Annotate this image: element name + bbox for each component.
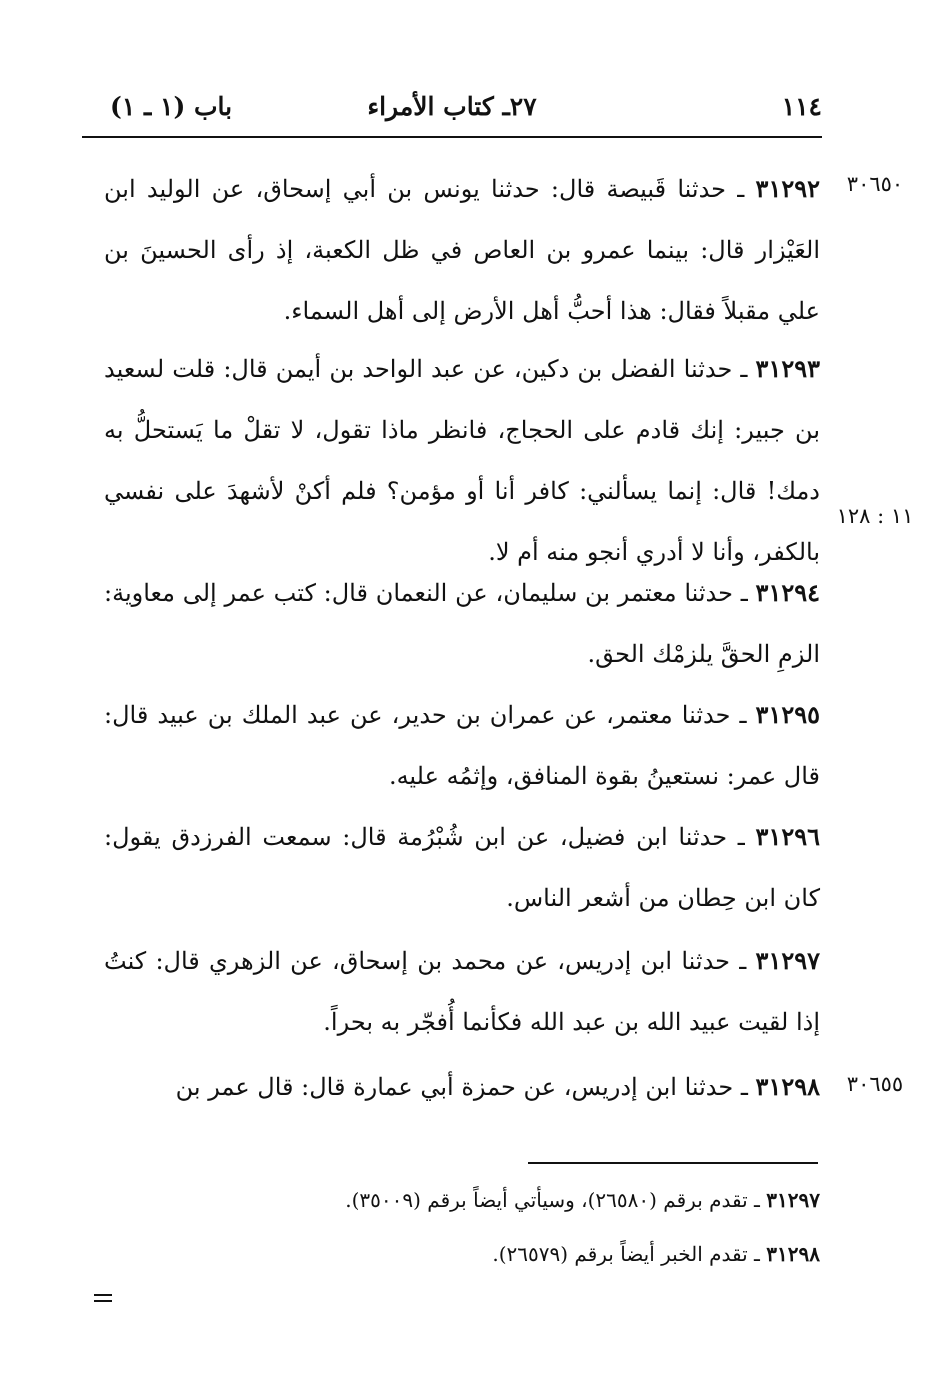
hadith-number: ٣١٢٩٦ bbox=[755, 822, 820, 851]
hadith-text: ـ حدثنا ابن فضيل، عن ابن شُبْرُمة قال: سمعت الفرزدق يقول: كان ابن حِطان من أشعر الناس. bbox=[104, 823, 820, 912]
chapter-label: باب (١ ـ ١) bbox=[110, 92, 233, 121]
book-title: ٢٧ـ كتاب الأمراء bbox=[367, 92, 537, 121]
hadith-number: ٣١٢٩٢ bbox=[755, 174, 820, 203]
hadith-text: ـ حدثنا قَبيصة قال: حدثنا يونس بن أبي إسحاق، عن الوليد ابن العَيْزار قال: بينما عمرو بن العاص في ظل الكعبة، إذ رأى الحسينَ بن علي مقبلاً فقال: هذا أحبُّ أهل الأرض إلى أهل السماء. bbox=[104, 175, 820, 325]
margin-ref-30650: ٣٠٦٥٠ bbox=[846, 172, 904, 196]
hadith-entry-31297 bbox=[104, 930, 820, 1053]
footnote-31298 bbox=[200, 1234, 820, 1274]
footnote-number: ٣١٢٩٧ bbox=[766, 1188, 820, 1212]
hadith-text: ـ حدثنا ابن إدريس، عن حمزة أبي عمارة قال: قال عمر بن bbox=[175, 1073, 748, 1101]
hadith-text: ـ حدثنا ابن إدريس، عن محمد بن إسحاق، عن الزهري قال: كنتُ إذا لقيت عبيد الله بن عبد الله فكأنما أُفجّر به بحراً. bbox=[104, 947, 820, 1036]
hadith-text: ـ حدثنا معتمر، عن عمران بن حدير، عن عبد الملك بن عبيد قال: قال عمر: نستعينُ بقوة المنافق، وإثمُه عليه. bbox=[104, 701, 820, 790]
hadith-number: ٣١٢٩٧ bbox=[755, 946, 820, 975]
hadith-entry-31294 bbox=[104, 562, 820, 685]
margin-ref-volume-page: ١١ : ١٢٨ bbox=[836, 504, 914, 528]
footnote-31297 bbox=[200, 1180, 820, 1220]
hadith-number: ٣١٢٩٣ bbox=[755, 354, 820, 383]
footnote-rule bbox=[528, 1162, 818, 1164]
hadith-number: ٣١٢٩٤ bbox=[755, 578, 820, 607]
hadith-entry-31292 bbox=[104, 158, 820, 342]
footnote-text: ـ تقدم الخبر أيضاً برقم (٢٦٥٧٩). bbox=[492, 1242, 760, 1266]
signature-mark bbox=[94, 1294, 112, 1296]
footnote-number: ٣١٢٩٨ bbox=[766, 1242, 820, 1266]
hadith-text: ـ حدثنا الفضل بن دكين، عن عبد الواحد بن أيمن قال: قلت لسعيد بن جبير: إنك قادم على الحجاج، فانظر ماذا تقول، لا تقلْ ما يَستحلُّ به دمك! قال: إنما يسألني: كافر أنا أو مؤمن؟ فلم أكنْ لأشهدَ على نفسي بالكفر، وأنا لا أدري أنجو منه أم لا. bbox=[104, 355, 820, 566]
footnote-text: ـ تقدم برقم (٢٦٥٨٠)، وسيأتي أيضاً برقم (٣٥٠٠٩). bbox=[345, 1188, 760, 1212]
header-rule bbox=[82, 136, 822, 138]
hadith-number: ٣١٢٩٥ bbox=[755, 700, 820, 729]
hadith-entry-31296 bbox=[104, 806, 820, 929]
hadith-entry-31293 bbox=[104, 338, 820, 583]
page-number: ١١٤ bbox=[781, 92, 822, 121]
hadith-entry-31295 bbox=[104, 684, 820, 807]
margin-ref-30655: ٣٠٦٥٥ bbox=[846, 1072, 904, 1096]
hadith-number: ٣١٢٩٨ bbox=[755, 1072, 820, 1101]
hadith-entry-31298 bbox=[104, 1056, 820, 1118]
running-header bbox=[82, 92, 822, 132]
hadith-text: ـ حدثنا معتمر بن سليمان، عن النعمان قال: كتب عمر إلى معاوية: الزمِ الحقَّ يلزمْك الحق. bbox=[104, 579, 820, 668]
